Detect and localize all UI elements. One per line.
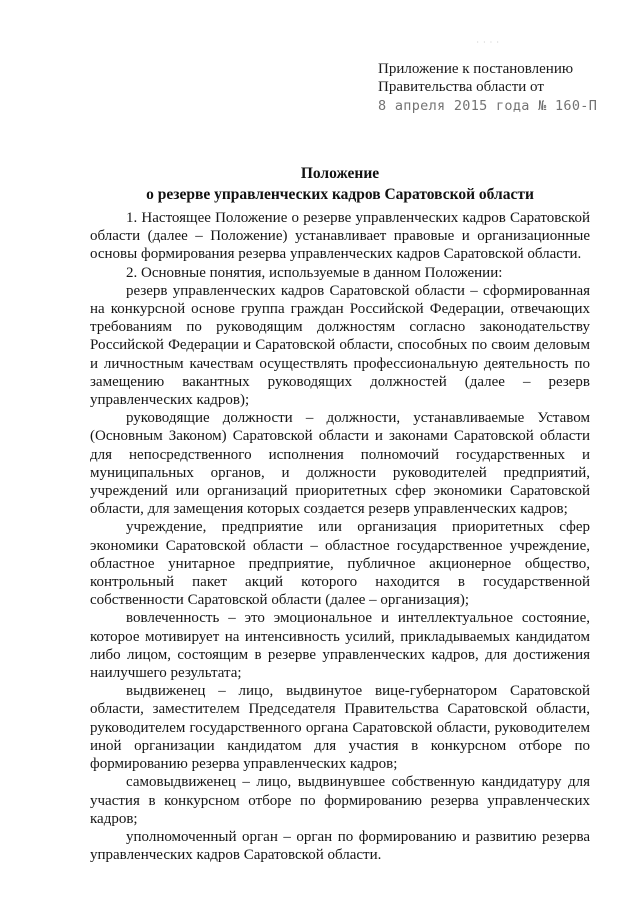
paragraph: вовлеченность – это эмоциональное и интеллектуальное состояние, которое мотивирует на интенсивность усилий, прикладываемых кандидатом либо лицом, состоящим в резерве управленческих кадров, для достижения наилучшего результата; xyxy=(90,610,590,682)
paragraph: 2. Основные понятия, используемые в данном Положении: xyxy=(126,264,503,281)
paragraph: резерв управленческих кадров Саратовской области – сформированная на конкурсной основе группа граждан Российской Федерации, отвечающих требованиям по руководящим должностям согласно законодательству Российской Федерации и Саратовской области, способных по своим деловым и личностным качествам осуществлять профессиональную деятельность по замещению вакантных руководящих должностей (далее – резерв управленческих кадров); xyxy=(90,282,590,409)
document-body xyxy=(90,209,590,864)
document-title xyxy=(90,163,590,205)
title-line-1: Положение xyxy=(300,165,380,182)
date-number-stamp: 8 апреля 2015 года № 160-П xyxy=(378,98,598,114)
scan-artifact: · · · · xyxy=(476,38,500,47)
paragraph: руководящие должности – должности, устанавливаемые Уставом (Основным Законом) Саратовской области и законами Саратовской области для непосредственного исполнения полномочий государственных и муниципальных органов, и должности руководителей предприятий, учреждений или организаций приоритетных сфер экономики Саратовской области, для замещения которых создается резерв управленческих кадров; xyxy=(90,410,590,518)
paragraph: самовыдвиженец – лицо, выдвинувшее собственную кандидатуру для участия в конкурсном отборе по формированию резерва управленческих кадров; xyxy=(90,774,590,827)
paragraph: выдвиженец – лицо, выдвинутое вице-губернатором Саратовской области, заместителем Председателя Правительства Саратовской области, руководителем государственного органа Саратовской области, руководителем иной организации кандидатом для участия в конкурсном отборе по формированию резерва управленческих кадров; xyxy=(90,683,590,773)
paragraph: 1. Настоящее Положение о резерве управленческих кадров Саратовской области (далее – Положение) устанавливает правовые и организационные основы формирования резерва управленческих кадров Саратовской области. xyxy=(90,210,590,263)
paragraph: уполномоченный орган – орган по формированию и развитию резерва управленческих кадров Саратовской области. xyxy=(90,828,590,864)
paragraph: учреждение, предприятие или организация приоритетных сфер экономики Саратовской области – областное государственное учреждение, областное унитарное предприятие, публичное акционерное общество, контрольный пакет акций которого находится в государственной собственности Саратовской области (далее – организация); xyxy=(90,519,590,609)
appendix-line-1: Приложение к постановлению xyxy=(378,61,574,77)
title-line-2: о резерве управленческих кадров Саратовской области xyxy=(146,186,534,203)
appendix-line-2: Правительства области от xyxy=(378,79,544,95)
appendix-header xyxy=(378,60,628,115)
